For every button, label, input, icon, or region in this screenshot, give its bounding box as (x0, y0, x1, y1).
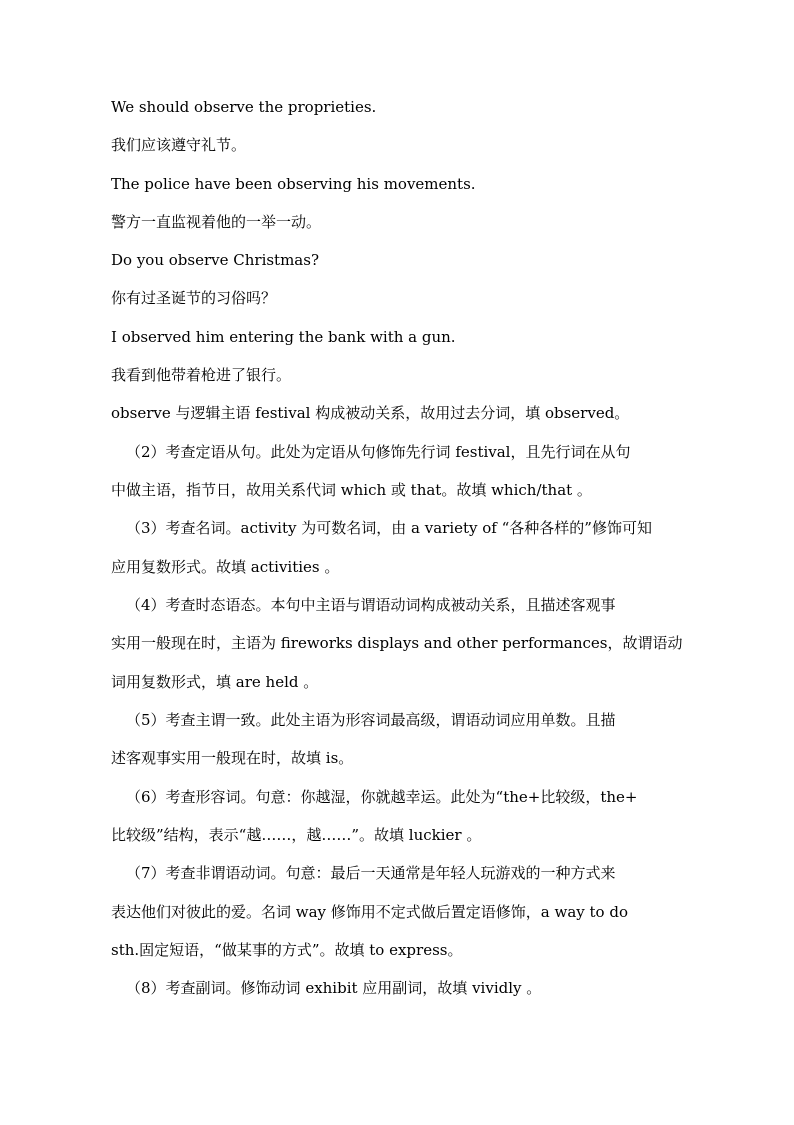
example-sentence-zh: 我们应该遵守礼节。 (111, 136, 247, 154)
answer-item-5: （5）考查主谓一致。此处主语为形容词最高级，谓语动词应用单数。且描 (126, 711, 616, 729)
explanation-line: 实用一般现在时，主语为 fireworks displays and other performances，故谓语动 (111, 634, 683, 652)
answer-item-2: （2）考查定语从句。此处为定语从句修饰先行词 festival，且先行词在从句 (126, 443, 631, 461)
example-sentence-zh: 警方一直监视着他的一举一动。 (111, 213, 322, 231)
example-sentence-zh: 我看到他带着枪进了银行。 (111, 366, 292, 384)
explanation-line: observe 与逻辑主语 festival 构成被动关系，故用过去分词，填 observed。 (111, 404, 630, 422)
explanation-line: 应用复数形式。故填 activities 。 (111, 558, 340, 576)
explanation-line: 述客观事实用一般现在时，故填 is。 (111, 749, 354, 767)
example-sentence-en: Do you observe Christmas? (111, 251, 319, 269)
answer-item-7: （7）考查非谓语动词。句意：最后一天通常是年轻人玩游戏的一种方式来 (126, 864, 616, 882)
explanation-line: sth.固定短语，“做某事的方式”。故填 to express。 (111, 941, 463, 959)
example-sentence-zh: 你有过圣诞节的习俗吗？ (111, 289, 277, 307)
example-sentence-en: The police have been observing his movements. (111, 175, 476, 193)
answer-item-8: （8）考查副词。修饰动词 exhibit 应用副词，故填 vividly 。 (126, 979, 542, 997)
example-sentence-en: I observed him entering the bank with a gun. (111, 328, 456, 346)
answer-item-6: （6）考查形容词。句意：你越湿，你就越幸运。此处为“the+比较级，the+ (126, 788, 638, 806)
answer-item-3: （3）考查名词。activity 为可数名词，由 a variety of “各种各样的”修饰可知 (126, 519, 652, 537)
explanation-line: 表达他们对彼此的爱。名词 way 修饰用不定式做后置定语修饰，a way to do (111, 903, 628, 921)
answer-item-4: （4）考查时态语态。本句中主语与谓语动词构成被动关系，且描述客观事 (126, 596, 616, 614)
explanation-line: 词用复数形式，填 are held 。 (111, 673, 319, 691)
explanation-line: 比较级”结构，表示“越……，越……”。故填 luckier 。 (111, 826, 482, 844)
example-sentence-en: We should observe the proprieties. (111, 98, 377, 116)
explanation-line: 中做主语，指节日，故用关系代词 which 或 that。故填 which/that 。 (111, 481, 592, 499)
